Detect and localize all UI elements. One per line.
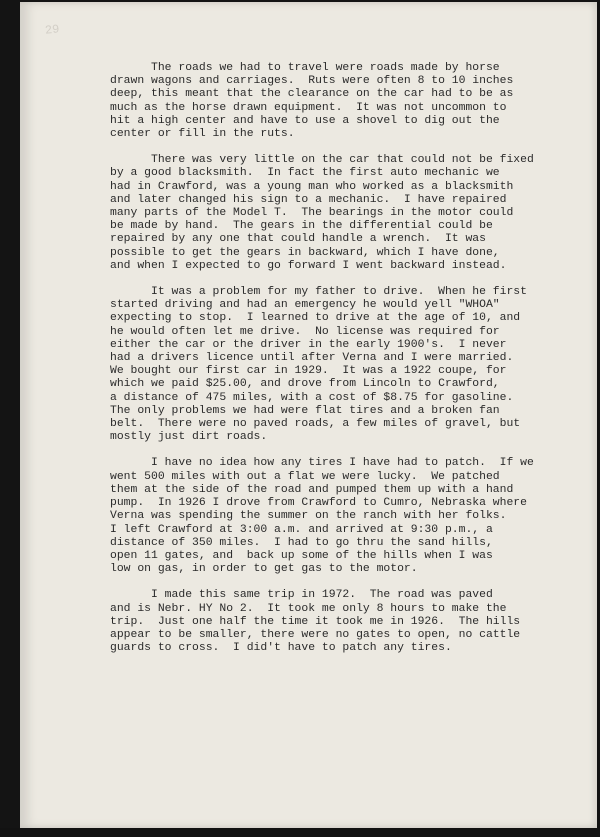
text-line: low on gas, in order to get gas to the motor. (110, 563, 418, 576)
text-line: mostly just dirt roads. (110, 431, 268, 444)
paragraph (110, 62, 590, 141)
text-line: I left Crawford at 3:00 a.m. and arrived at 9:30 p.m., a (110, 523, 493, 536)
text-line: hit a high center and have to use a shovel to dig out the (110, 114, 500, 127)
text-line: belt. There were no paved roads, a few miles of gravel, but (110, 418, 521, 431)
text-line: Verna was spending the summer on the ranch with her folks. (110, 510, 507, 523)
text-line: The only problems we had were flat tires and a broken fan (110, 404, 500, 417)
text-line: which we paid $25.00, and drove from Lincoln to Crawford, (110, 378, 500, 391)
body-text (110, 62, 590, 668)
text-line: by a good blacksmith. In fact the first auto mechanic we (110, 167, 500, 180)
scan-bottom-edge (0, 828, 600, 837)
document-page (20, 2, 597, 828)
text-line: We bought our first car in 1929. It was a 1922 coupe, for (110, 365, 507, 378)
paragraph (110, 286, 590, 444)
text-line: them at the side of the road and pumped them up with a hand (110, 483, 514, 496)
text-line: and later changed his sign to a mechanic. I have repaired (110, 193, 507, 206)
text-line: went 500 miles with out a flat we were lucky. We patched (110, 470, 500, 483)
text-line: many parts of the Model T. The bearings in the motor could (110, 207, 514, 220)
text-line: and is Nebr. HY No 2. It took me only 8 hours to make the (110, 602, 507, 615)
text-line: started driving and had an emergency he would yell "WHOA" (110, 299, 500, 312)
page-number: 29 (44, 22, 61, 38)
text-line: center or fill in the ruts. (110, 128, 295, 141)
text-line: There was very little on the car that could not be fixed (110, 154, 534, 167)
paragraph (110, 589, 590, 655)
text-line: either the car or the driver in the early 1900's. I never (110, 338, 507, 351)
text-line: possible to get the gears in backward, which I have done, (110, 246, 500, 259)
text-line: trip. Just one half the time it took me in 1926. The hills (110, 615, 521, 628)
text-line: he would often let me drive. No license was required for (110, 325, 500, 338)
text-line: a distance of 475 miles, with a cost of $8.75 for gasoline. (110, 391, 514, 404)
text-line: I made this same trip in 1972. The road was paved (110, 589, 493, 602)
text-line: much as the horse drawn equipment. It was not uncommon to (110, 101, 507, 114)
paragraph (110, 154, 590, 273)
paragraph (110, 457, 590, 576)
text-line: It was a problem for my father to drive. When he first (110, 286, 527, 299)
text-line: be made by hand. The gears in the differential could be (110, 220, 493, 233)
text-line: repaired by any one that could handle a wrench. It was (110, 233, 486, 246)
text-line: deep, this meant that the clearance on the car had to be as (110, 88, 514, 101)
text-line: had in Crawford, was a young man who worked as a blacksmith (110, 180, 514, 193)
text-line: drawn wagons and carriages. Ruts were often 8 to 10 inches (110, 75, 514, 88)
text-line: distance of 350 miles. I had to go thru the sand hills, (110, 536, 493, 549)
text-line: expecting to stop. I learned to drive at the age of 10, and (110, 312, 521, 325)
text-line: The roads we had to travel were roads made by horse (110, 62, 500, 74)
text-line: pump. In 1926 I drove from Crawford to Cumro, Nebraska where (110, 497, 527, 510)
text-line: and when I expected to go forward I went backward instead. (110, 259, 507, 272)
text-line: had a drivers licence until after Verna and I were married. (110, 352, 514, 365)
text-line: appear to be smaller, there were no gates to open, no cattle (110, 628, 521, 641)
text-line: I have no idea how any tires I have had to patch. If we (110, 457, 534, 470)
text-line: guards to cross. I did't have to patch any tires. (110, 642, 452, 655)
text-line: open 11 gates, and back up some of the hills when I was (110, 549, 493, 562)
